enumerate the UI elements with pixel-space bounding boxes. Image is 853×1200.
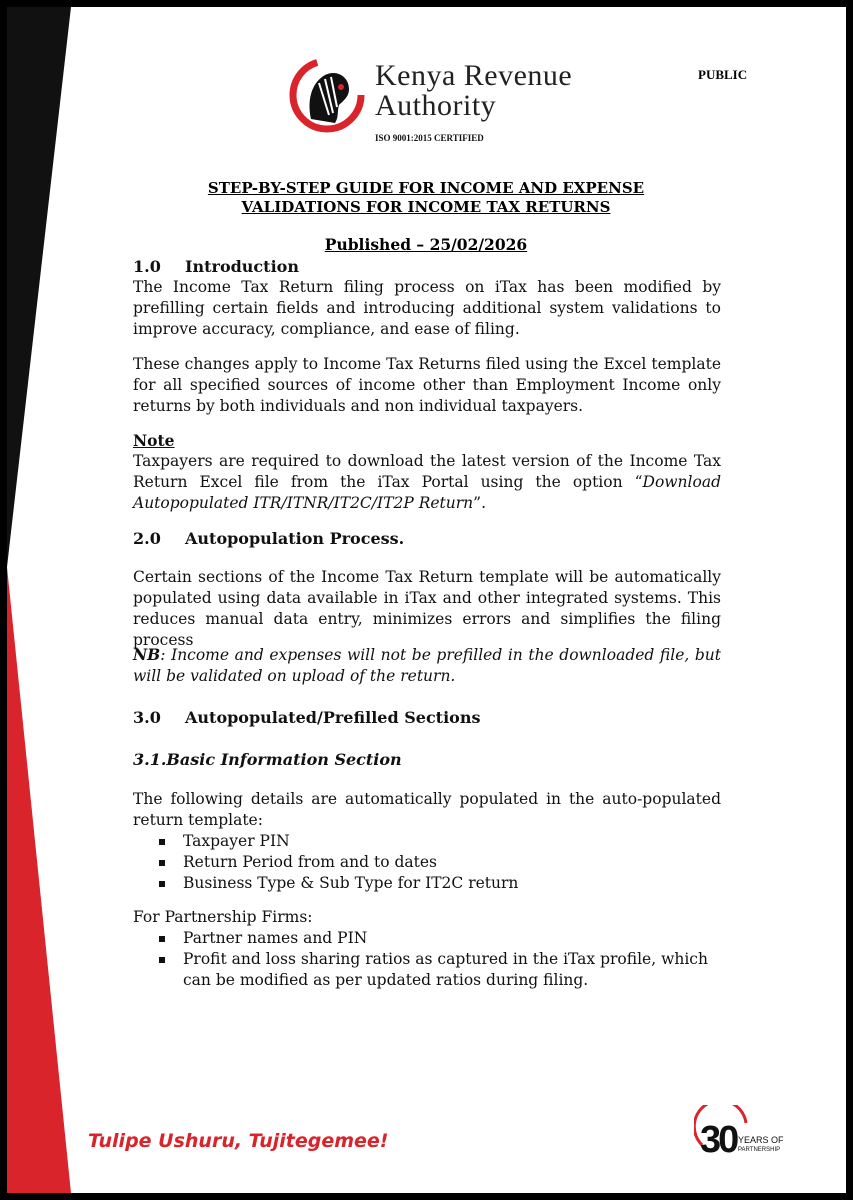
document-title-line2: VALIDATIONS FOR INCOME TAX RETURNS: [241, 198, 611, 216]
stripe-red: [7, 567, 71, 1193]
note-paragraph: [133, 451, 721, 514]
partnership-list: [133, 928, 721, 991]
basic-info-block: [133, 789, 721, 894]
nb-label: NB: [133, 645, 161, 664]
subsection-title: 3.1.Basic Information Section: [133, 750, 402, 769]
paragraph: Certain sections of the Income Tax Return template will be automatically populated using data available in iTax and other integrated systems. This reduces manual data entry, minimizes errors and simplifies the filing process: [133, 568, 721, 649]
paragraph: The following details are automatically populated in the auto-populated return template:: [133, 790, 721, 829]
list-item: Profit and loss sharing ratios as captured in the iTax profile, which can be modified as per updated ratios during filing.: [183, 949, 721, 991]
section-autopopulation: [133, 528, 721, 549]
section-heading: [133, 707, 721, 728]
section-number: 1.0: [133, 257, 161, 276]
classification-label: PUBLIC: [698, 67, 748, 82]
list-item: Taxpayer PIN: [183, 831, 721, 852]
section-number: 3.0: [133, 708, 161, 727]
document-page: [7, 7, 846, 1193]
section-title: Autopopulated/Prefilled Sections: [185, 708, 481, 727]
kra-logo: [289, 51, 629, 161]
paragraph-block: [133, 354, 721, 417]
stripe-black: [7, 7, 71, 567]
note-label: Note: [133, 431, 175, 450]
paragraph-block: [133, 567, 721, 651]
note-block: [133, 430, 721, 514]
section-introduction: [133, 256, 721, 340]
note-text-end: ”.: [473, 494, 487, 512]
nb-text: : Income and expenses will not be prefilled in the downloaded file, but will be validated on upload of the return.: [133, 646, 721, 685]
paragraph: The Income Tax Return filing process on iTax has been modified by prefilling certain fields and introducing additional system validations to improve accuracy, compliance, and ease of filing.: [133, 278, 721, 338]
lion-logo-icon: [289, 57, 369, 137]
badge-number: 30: [700, 1119, 737, 1161]
badge-text-partnership: PARTNERSHIP: [738, 1147, 781, 1153]
basic-info-list: [133, 831, 721, 894]
paragraph: These changes apply to Income Tax Returns filed using the Excel template for all specified sources of income other than Employment Income only returns by both individuals and non individual taxpayers.: [133, 355, 721, 415]
subsection-heading: [133, 749, 721, 770]
document-title-line1: STEP-BY-STEP GUIDE FOR INCOME AND EXPENSE: [207, 179, 645, 197]
org-name-line1: Kenya Revenue: [375, 59, 573, 92]
section-heading: [133, 256, 721, 277]
partnership-label: For Partnership Firms:: [133, 908, 313, 926]
list-item: Return Period from and to dates: [183, 852, 721, 873]
partnership-block: [133, 907, 721, 991]
anniversary-badge: [694, 1105, 794, 1175]
footer-slogan: Tulipe Ushuru, Tujitegemee!: [88, 1130, 389, 1152]
download-option-text: Download Autopopulated ITR/ITNR/IT2C/IT2P Return: [133, 473, 721, 512]
nb-block: [133, 644, 721, 687]
section-heading: [133, 528, 721, 549]
nb-paragraph: [133, 644, 721, 687]
certification-label: ISO 9001:2015 CERTIFIED: [375, 133, 484, 143]
list-item: Business Type & Sub Type for IT2C return: [183, 873, 721, 894]
org-name-line2: Authority: [375, 89, 497, 122]
list-item: Partner names and PIN: [183, 928, 721, 949]
side-stripe: [7, 7, 77, 1193]
note-text: Taxpayers are required to download the latest version of the Income Tax Return Excel file from the iTax Portal using the option “: [133, 452, 721, 491]
section-prefilled: [133, 707, 721, 728]
badge-text-years: YEARS OF: [738, 1135, 784, 1145]
section-title: Introduction: [185, 257, 299, 276]
section-number: 2.0: [133, 529, 161, 548]
section-title: Autopopulation Process.: [185, 529, 405, 548]
published-date: Published – 25/02/2026: [324, 235, 528, 254]
